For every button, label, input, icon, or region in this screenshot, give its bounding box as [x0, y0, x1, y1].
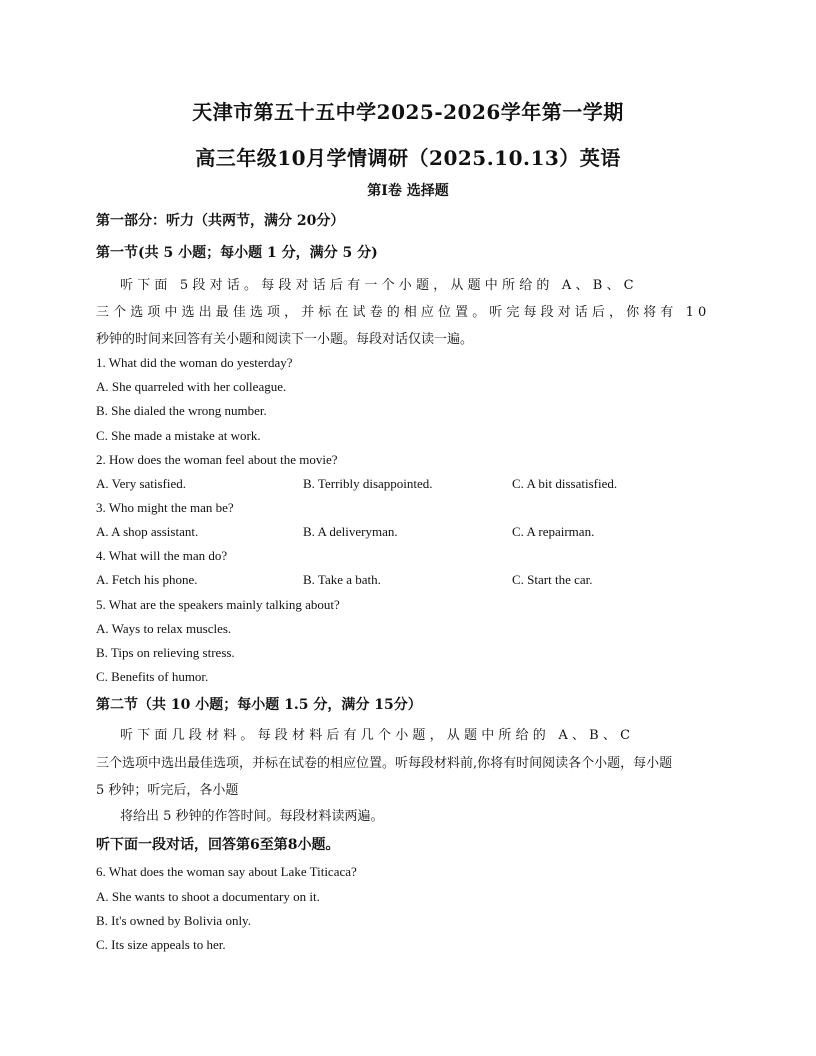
- section2-instruction-line2: 三个选项中选出最佳选项，并标在试卷的相应位置。听每段材料前,你将有时间阅读各个小题，每小题: [96, 756, 673, 771]
- question-stem: 3. Who might the man be?: [96, 500, 234, 515]
- section1-instruction-line1: 听下面 5段对话。每段对话后有一个小题，从题中所给的 A、B、C: [120, 278, 638, 293]
- section1-heading: 第一节(共 5 小题；每小题 1 分，满分 5 分): [96, 245, 378, 261]
- section2-instruction-line1: 听下面几段材料。每段材料后有几个小题，从题中所给的 A、B、C: [120, 728, 635, 743]
- question-stem: 1. What did the woman do yesterday?: [96, 355, 293, 370]
- question-option: A. She wants to shoot a documentary on it.: [96, 889, 320, 904]
- section1-instruction-line2: 三个选项中选出最佳选项，并标在试卷的相应位置。听完每段对话后，你将有 10: [96, 305, 711, 320]
- question-option: A. A shop assistant.: [96, 524, 199, 539]
- question-option: C. A repairman.: [512, 524, 595, 539]
- section2-instruction-line4: 将给出 5 秒钟的作答时间。每段材料读两遍。: [120, 809, 384, 824]
- volume-label: 第I卷 选择题: [367, 183, 449, 199]
- question-option: A. Fetch his phone.: [96, 572, 198, 587]
- exam-title-line1: 天津市第五十五中学2025-2026学年第一学期: [192, 100, 624, 124]
- question-option: B. Terribly disappointed.: [303, 476, 433, 491]
- section2-heading: 第二节（共 10 小题；每小题 1.5 分，满分 15分）: [96, 697, 422, 713]
- question-stem: 4. What will the man do?: [96, 548, 228, 563]
- question-option: B. A deliveryman.: [303, 524, 398, 539]
- question-option: C. A bit dissatisfied.: [512, 476, 618, 491]
- question-option: C. Its size appeals to her.: [96, 937, 226, 952]
- question-stem: 5. What are the speakers mainly talking about?: [96, 597, 340, 612]
- question-option: A. She quarreled with her colleague.: [96, 379, 287, 394]
- question-option: B. Take a bath.: [303, 572, 381, 587]
- dialog-heading: 听下面一段对话，回答第6至第8小题。: [96, 837, 340, 853]
- question-option: B. It's owned by Bolivia only.: [96, 913, 251, 928]
- part1-heading: 第一部分：听力（共两节，满分 20分）: [96, 213, 345, 229]
- question-option: A. Very satisfied.: [96, 476, 187, 491]
- question-stem: 6. What does the woman say about Lake Titicaca?: [96, 864, 357, 879]
- section2-instruction-line3: 5 秒钟；听完后，各小题: [96, 783, 239, 798]
- question-stem: 2. How does the woman feel about the movie?: [96, 452, 338, 467]
- question-option: C. She made a mistake at work.: [96, 428, 261, 443]
- section1-instruction-line3: 秒钟的时间来回答有关小题和阅读下一小题。每段对话仅读一遍。: [96, 332, 474, 347]
- question-option: A. Ways to relax muscles.: [96, 621, 232, 636]
- exam-title-line2: 高三年级10月学情调研（2025.10.13）英语: [195, 146, 621, 170]
- question-option: B. She dialed the wrong number.: [96, 403, 267, 418]
- question-option: C. Start the car.: [512, 572, 593, 587]
- question-option: B. Tips on relieving stress.: [96, 645, 235, 660]
- question-option: C. Benefits of humor.: [96, 669, 209, 684]
